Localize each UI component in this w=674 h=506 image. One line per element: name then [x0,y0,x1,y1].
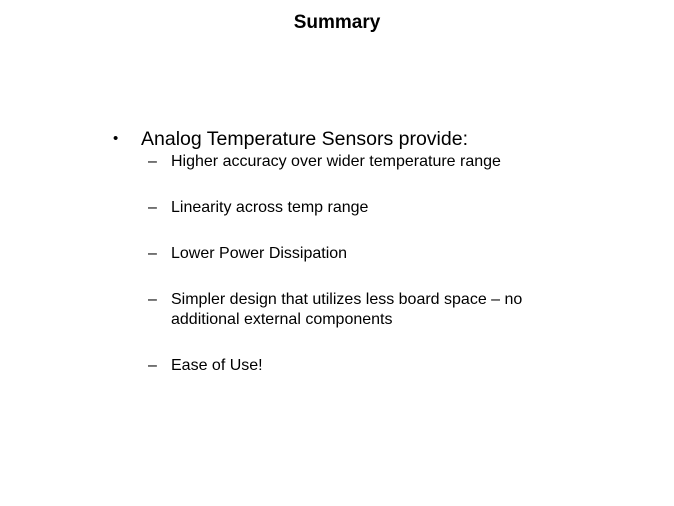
sub-bullet-text: Lower Power Dissipation [171,245,348,262]
sub-bullet-item [148,290,571,330]
sub-bullet-marker: – [148,357,157,374]
sub-bullet-marker: – [148,245,157,262]
sub-bullet-item [148,198,571,218]
sub-bullet-text: Linearity across temp range [171,199,369,216]
sub-bullet-item [148,152,571,172]
sub-bullet-item [148,244,571,264]
sub-bullet-marker: – [148,153,157,170]
sub-bullet-item [148,356,571,376]
sub-bullet-text: Ease of Use! [171,357,263,374]
main-bullet [113,126,468,152]
slide-title: Summary [293,12,381,33]
sub-bullet-marker: – [148,291,157,308]
bullet-marker: • [113,130,119,147]
sub-bullet-text: Simpler design that utilizes less board space – no additional external components [171,291,523,328]
main-bullet-text: Analog Temperature Sensors provide: [141,128,468,150]
sub-bullet-text: Higher accuracy over wider temperature range [171,153,501,170]
sub-bullet-marker: – [148,199,157,216]
